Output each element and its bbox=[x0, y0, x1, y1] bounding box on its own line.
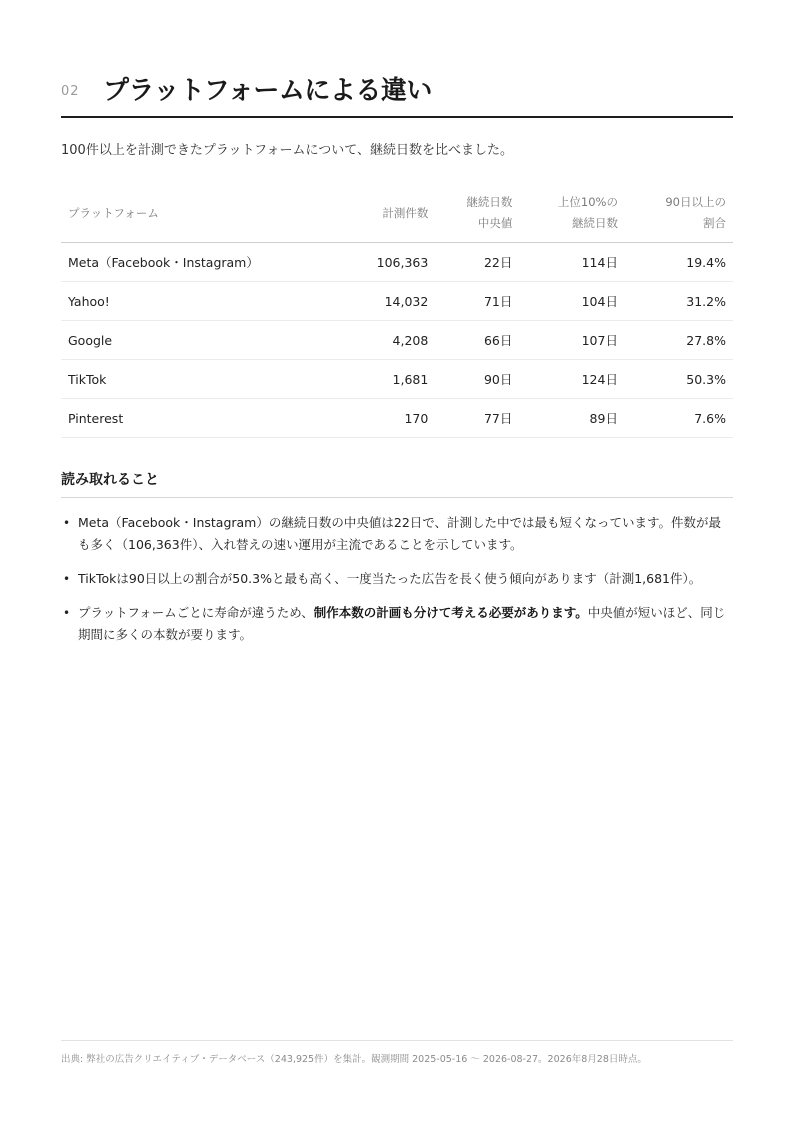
cell-median: 71日 bbox=[435, 282, 519, 321]
cell-top10: 107日 bbox=[519, 321, 625, 360]
takeaways-list bbox=[61, 512, 733, 658]
source-footnote: 出典: 弊社の広告クリエイティブ・データベース（243,925件）を集計。観測期間 2025-05-16 〜 2026-08-27。2026年8月28日時点。 bbox=[61, 1040, 733, 1065]
cell-top10: 104日 bbox=[519, 282, 625, 321]
list-item bbox=[61, 568, 733, 590]
table-row bbox=[61, 399, 733, 438]
header-median: 継続日数 中央値 bbox=[435, 186, 519, 243]
cell-top10: 89日 bbox=[519, 399, 625, 438]
cell-platform: Yahoo! bbox=[61, 282, 340, 321]
cell-count: 106,363 bbox=[340, 243, 435, 282]
cell-over90: 19.4% bbox=[625, 243, 733, 282]
cell-median: 22日 bbox=[435, 243, 519, 282]
takeaways-heading: 読み取れること bbox=[61, 469, 733, 498]
cell-count: 14,032 bbox=[340, 282, 435, 321]
header-over90: 90日以上の 割合 bbox=[625, 186, 733, 243]
page-title: プラットフォームによる違い bbox=[103, 76, 432, 106]
section-number: 02 bbox=[61, 84, 80, 99]
cell-over90: 27.8% bbox=[625, 321, 733, 360]
cell-over90: 50.3% bbox=[625, 360, 733, 399]
bullet-icon: • bbox=[63, 606, 71, 620]
cell-median: 66日 bbox=[435, 321, 519, 360]
takeaway-text-post: 中央値が短いほど、同じ期間に多くの本数が要ります。 bbox=[78, 605, 726, 642]
cell-platform: Google bbox=[61, 321, 340, 360]
table-row bbox=[61, 243, 733, 282]
header-platform: プラットフォーム bbox=[61, 186, 340, 243]
header-top10: 上位10%の 継続日数 bbox=[519, 186, 625, 243]
table-header-row bbox=[61, 186, 733, 243]
cell-median: 90日 bbox=[435, 360, 519, 399]
takeaway-text-pre: プラットフォームごとに寿命が違うため、 bbox=[78, 605, 314, 620]
table-row bbox=[61, 321, 733, 360]
takeaway-text-emphasis: 制作本数の計画も分けて考える必要があります。 bbox=[313, 605, 588, 620]
list-item bbox=[61, 512, 733, 556]
bullet-icon: • bbox=[63, 572, 71, 586]
platform-table bbox=[61, 186, 733, 438]
cell-count: 170 bbox=[340, 399, 435, 438]
cell-count: 1,681 bbox=[340, 360, 435, 399]
cell-median: 77日 bbox=[435, 399, 519, 438]
cell-over90: 7.6% bbox=[625, 399, 733, 438]
intro-text: 100件以上を計測できたプラットフォームについて、継続日数を比べました。 bbox=[61, 143, 513, 158]
bullet-icon: • bbox=[63, 516, 71, 530]
cell-platform: Meta（Facebook・Instagram） bbox=[61, 243, 340, 282]
cell-top10: 114日 bbox=[519, 243, 625, 282]
cell-top10: 124日 bbox=[519, 360, 625, 399]
table-row bbox=[61, 282, 733, 321]
takeaway-text: TikTokは90日以上の割合が50.3%と最も高く、一度当たった広告を長く使う傾向があります（計測1,681件）。 bbox=[78, 571, 702, 586]
cell-platform: Pinterest bbox=[61, 399, 340, 438]
section-header bbox=[61, 66, 733, 118]
takeaway-text: Meta（Facebook・Instagram）の継続日数の中央値は22日で、計測した中では最も短くなっています。件数が最も多く（106,363件）、入れ替えの速い運用が主流であることを示しています。 bbox=[78, 515, 722, 552]
cell-platform: TikTok bbox=[61, 360, 340, 399]
cell-count: 4,208 bbox=[340, 321, 435, 360]
list-item bbox=[61, 602, 733, 646]
cell-over90: 31.2% bbox=[625, 282, 733, 321]
header-count: 計測件数 bbox=[340, 186, 435, 243]
table-row bbox=[61, 360, 733, 399]
